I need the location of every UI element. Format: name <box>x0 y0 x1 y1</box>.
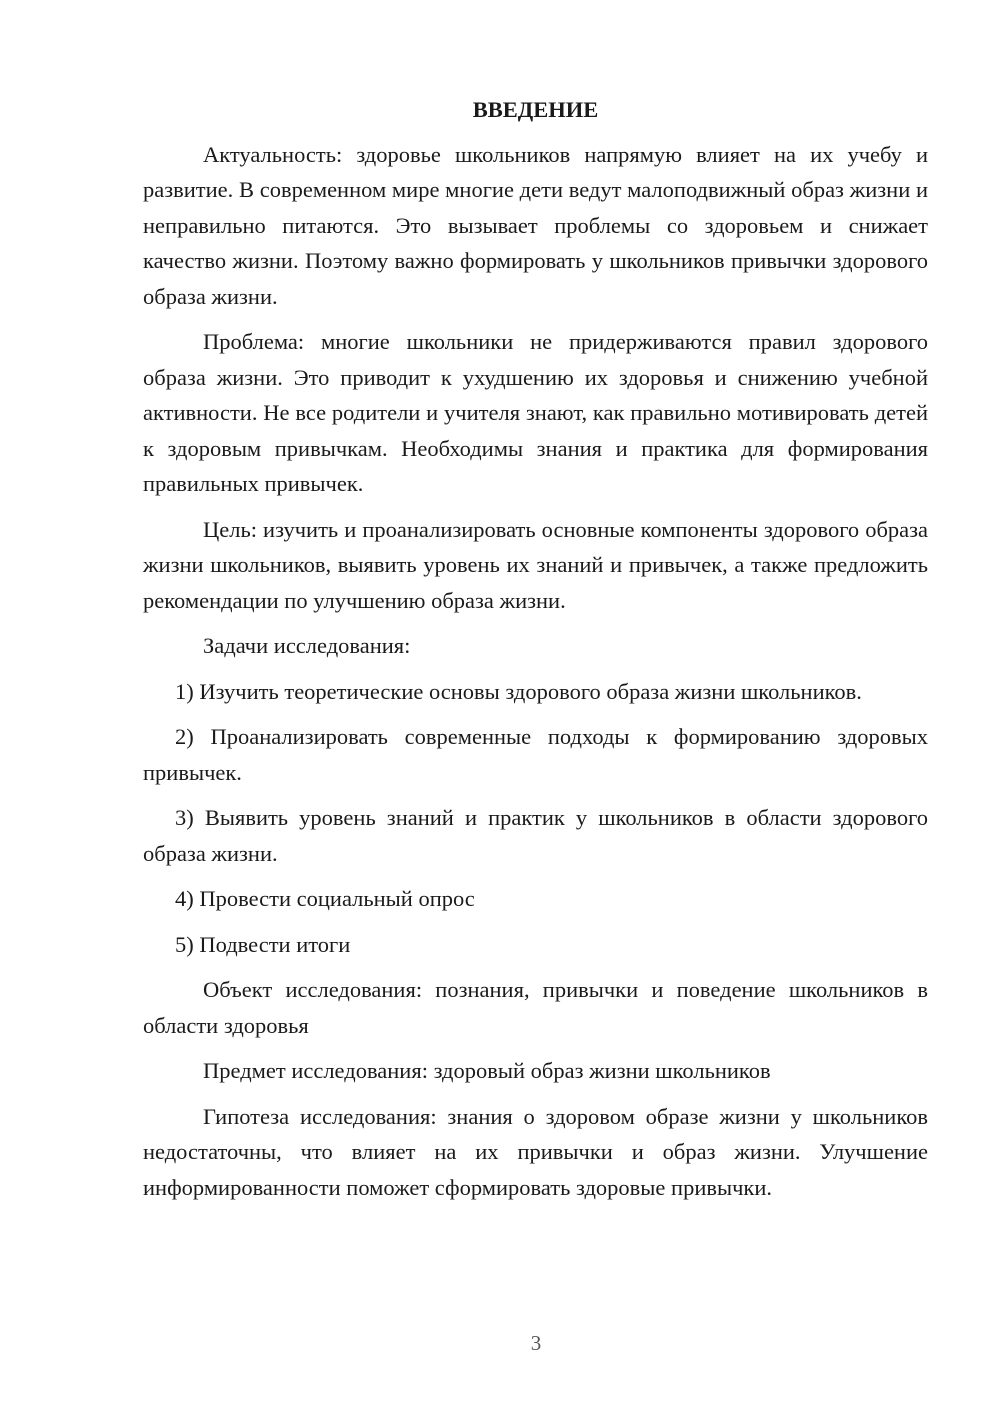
object-paragraph: Объект исследования: познания, привычки и поведение школьников в области здоровья <box>143 977 928 1038</box>
task-item: 1) Изучить теоретические основы здорового образа жизни школьников. <box>175 678 862 704</box>
page-content <box>143 92 928 1215</box>
relevance-paragraph: Актуальность: здоровье школьников напрямую влияет на их учебу и развитие. В современном мире многие дети ведут малоподвижный образ жизни и неправильно питаются. Это вызывает проблемы со здоровьем и снижает качество жизни. Поэтому важно формировать у школьников привычки здорового образа жизни. <box>143 141 928 309</box>
task-item: 3) Выявить уровень знаний и практик у школьников в области здорового образа жизни. <box>143 805 928 866</box>
task-item: 4) Провести социальный опрос <box>175 886 475 911</box>
goal-paragraph: Цель: изучить и проанализировать основные компоненты здорового образа жизни школьников, выявить уровень их знаний и привычек, а также предложить рекомендации по улучшению образа жизни. <box>143 516 928 613</box>
problem-paragraph: Проблема: многие школьники не придерживаются правил здорового образа жизни. Это приводит к ухудшению их здоровья и снижению учебной активности. Не все родители и учителя знают, как правильно мотивировать детей к здоровым привычкам. Необходимы знания и практика для формирования правильных привычек. <box>143 329 928 496</box>
subject-paragraph: Предмет исследования: здоровый образ жизни школьников <box>203 1058 771 1083</box>
task-item: 5) Подвести итоги <box>175 931 351 957</box>
hypothesis-paragraph: Гипотеза исследования: знания о здоровом образе жизни у школьников недостаточны, что влияет на их привычки и образ жизни. Улучшение информированности поможет сформировать здоровые привычки. <box>143 1103 928 1200</box>
page-number: 3 <box>530 1331 542 1355</box>
task-item: 2) Проанализировать современные подходы к формированию здоровых привычек. <box>143 724 928 785</box>
tasks-heading: Задачи исследования: <box>203 633 411 658</box>
section-title: ВВЕДЕНИЕ <box>472 97 599 122</box>
